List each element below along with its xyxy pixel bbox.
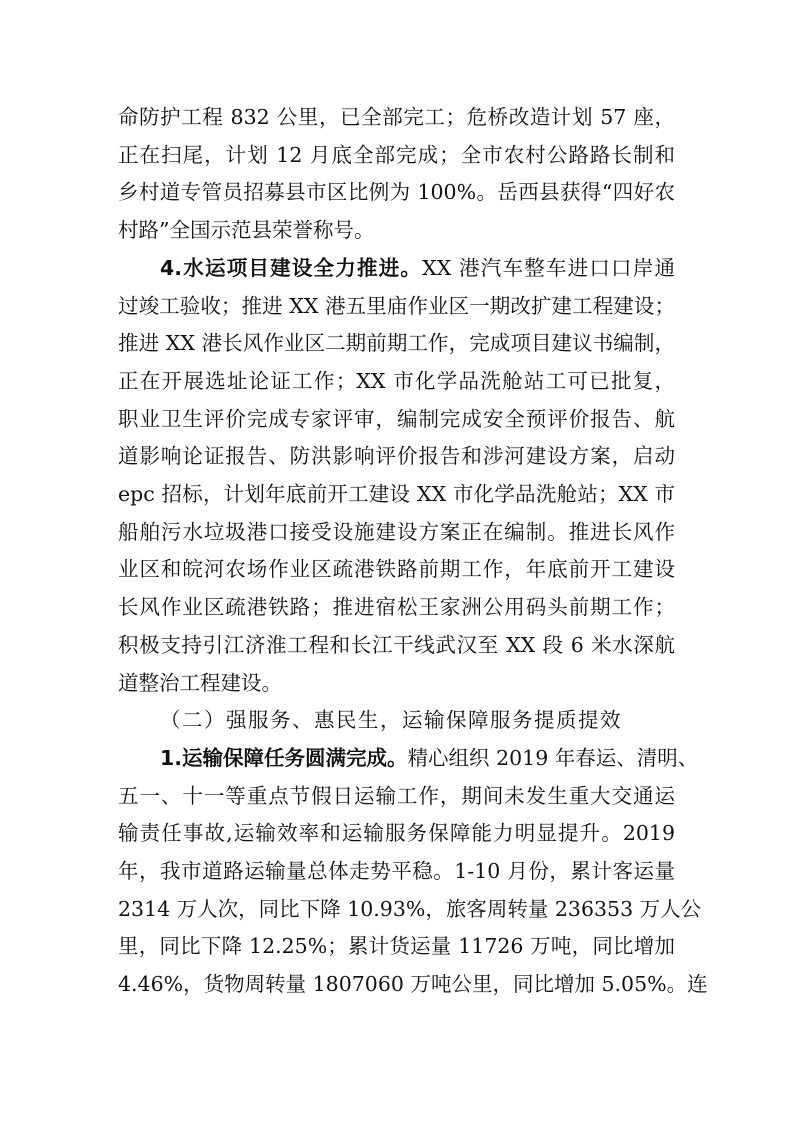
text-line [118,781,675,811]
text-line [118,931,675,961]
line-text: 道整治工程建设。 [118,670,282,695]
line-text: 2314 万人次，同比下降 10.93%，旅客周转量 236353 万人公 [118,896,702,921]
paragraph-lead: 1.运输保障任务圆满完成。 [160,745,408,770]
line-text: 职业卫生评价完成专家评审，编制完成安全预评价报告、航 [118,406,675,431]
line-text: 推进 XX 港长风作业区二期前期工作，完成项目建议书编制， [118,331,675,356]
line-text: 精心组织 2019 年春运、清明、 [407,745,699,770]
text-line [118,517,675,547]
line-text: 正在开展选址论证工作；XX 市化学品洗舱站工可已批复， [118,368,675,393]
line-text: XX 港汽车整车进口口岸通 [422,255,675,280]
section-heading [160,705,640,735]
line-text: 里，同比下降 12.25%；累计货运量 11726 万吨，同比增加 [118,934,675,959]
text-line [118,668,675,698]
line-text: 乡村道专管员招募县市区比例为 100%。岳西县获得“四好农 [118,180,675,205]
text-line [118,554,675,584]
text-line [118,479,675,509]
text-line [118,177,675,207]
text-line [118,441,675,471]
line-text: 过竣工验收；推进 XX 港五里庙作业区一期改扩建工程建设； [118,293,675,318]
line-text: 命防护工程 832 公里，已全部完工；危桥改造计划 57 座， [118,105,675,129]
text-line [118,818,675,848]
paragraph-lead: 4.水运项目建设全力推进。 [160,255,423,280]
text-line [118,291,675,321]
line-text: 道影响论证报告、防洪影响评价报告和涉河建设方案，启动 [118,444,675,469]
text-line [118,140,675,170]
line-text: 业区和皖河农场作业区疏港铁路前期工作，年底前开工建设 [118,557,675,582]
line-text: 五一、十一等重点节假日运输工作，期间未发生重大交通运 [118,783,675,808]
text-line [118,969,708,999]
line-text: 输责任事故,运输效率和运输服务保障能力明显提升。2019 [118,821,675,846]
text-line [118,215,675,245]
text-line [160,743,699,773]
line-text: epc 招标，计划年底前开工建设 XX 市化学品洗舱站；XX 市 [118,482,675,506]
line-text: 4.46%，货物周转量 1807060 万吨公里，同比增加 5.05%。连 [118,972,708,997]
text-line [160,253,675,283]
text-line [118,328,675,358]
line-text: 年，我市道路运输量总体走势平稳。1-10 月份，累计客运量 [118,859,675,883]
line-text: 船舶污水垃圾港口接受设施建设方案正在编制。推进长风作 [118,519,675,544]
line-text: 正在扫尾，计划 12 月底全部完成；全市农村公路路长制和 [118,142,675,167]
line-text: 村路”全国示范县荣誉称号。 [118,218,375,243]
text-line [118,630,675,660]
text-line [118,894,702,924]
text-line [118,404,675,434]
line-text: （二）强服务、惠民生，运输保障服务提质提效 [160,708,622,733]
line-text: 长风作业区疏港铁路；推进宿松王家洲公用码头前期工作； [118,595,675,620]
text-line [118,856,675,886]
text-line [118,102,675,132]
text-line [118,366,675,396]
text-line [118,592,675,622]
line-text: 积极支持引江济淮工程和长江干线武汉至 XX 段 6 米水深航 [118,632,675,657]
